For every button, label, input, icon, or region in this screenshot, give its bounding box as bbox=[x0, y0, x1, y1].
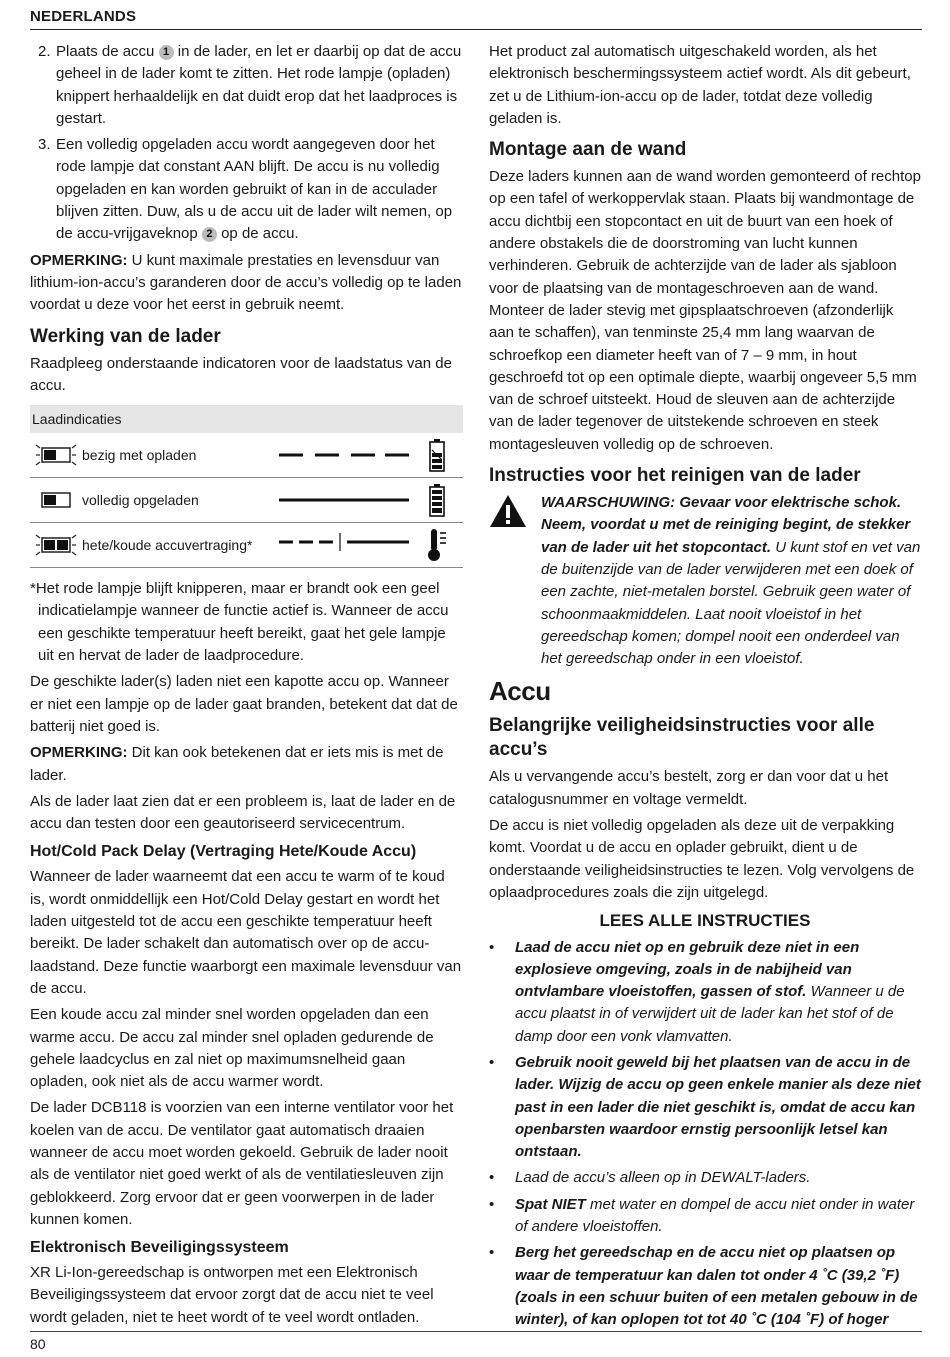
step-3 bbox=[30, 134, 463, 245]
step-2 bbox=[30, 41, 463, 130]
step-text: op de accu. bbox=[216, 225, 299, 243]
bullet-bold: Berg het gereedschap en de accu niet op plaatsen op waar de temperatuur kan dalen tot onder 4 ˚C (39,2 ˚F) (zoals in een schuur buiten of een metalen gebouw in de winter), of kan oplopen tot tot 40 ˚C (104 ˚F) of hoger bbox=[515, 1244, 918, 1329]
step-text: in de lader, en let er daarbij op dat de accu geheel in de lader komt te zitten. Het rode lampje (opladen) knippert herhaaldelijk en dat duidt erop dat het laadproces is gestart. bbox=[56, 43, 462, 127]
bullet-bold: Gebruik nooit geweld bij het plaatsen van de accu in de lader. Wijzig de accu op geen enkele manier als deze niet past in een lader die niet geschikt is, omdat de accu kan openbarsten waardoor ernstig persoonlijk letsel kan ontstaan. bbox=[515, 1053, 921, 1161]
paragraph: Raadpleeg onderstaande indicatoren voor de laadstatus van de accu. bbox=[30, 354, 452, 394]
callout-badge: 1 bbox=[159, 45, 174, 60]
section-heading-wand: Montage aan de wand bbox=[489, 139, 687, 161]
step-number: 3. bbox=[38, 136, 51, 154]
section-heading-veilig: Belangrijke veiligheidsinstructies voor alle accu’s bbox=[489, 715, 875, 761]
list-item bbox=[489, 1242, 921, 1331]
bullet-bold: Laad de accu niet op en gebruik deze niet in een explosieve omgeving, zoals in de nabijheid van ontvlambare vloeistoffen, gassen of stof. bbox=[515, 938, 860, 1001]
section-heading-werking: Werking van de lader bbox=[30, 325, 221, 347]
bullet-symbol: • bbox=[489, 1244, 495, 1262]
list-item bbox=[489, 1167, 921, 1189]
row-label: bezig met opladen bbox=[82, 447, 197, 463]
table-row bbox=[30, 478, 463, 523]
left-column bbox=[30, 41, 463, 1333]
step-text: Een volledig opgeladen accu wordt aangegeven door het rode lampje dat constant AAN blijft. De accu is nu volledig opgeladen en kan worden gebruikt of kan in de acculader blijven zitten. Duw, als u de accu uit de lader wilt nemen, op de accu-vrijgaveknop bbox=[56, 136, 453, 243]
charge-indicator-table bbox=[30, 405, 463, 568]
table-row bbox=[30, 433, 463, 478]
thermometer-icon bbox=[417, 528, 457, 562]
paragraph: De lader DCB118 is voorzien van een interne ventilator voor het koelen van de accu. De ventilator gaat automatisch draaien wanneer de accu moet worden gekoeld. Gebruik de lader nooit als de ventilator niet goed werkt of als de ventilatiesleuven zijn geblokkeerd. Zorg ervoor dat er geen voorwerpen in de lader kunnen komen. bbox=[30, 1099, 454, 1228]
warning-triangle-icon bbox=[489, 492, 541, 670]
bullet-symbol: • bbox=[489, 1195, 495, 1213]
paragraph: Deze laders kunnen aan de wand worden gemonteerd of rechtop op een tafel of werkoppervlak staan. Plaats bij wandmontage de accu dichtbij een stopcontact en uit de buurt van een hoek of andere obstakels die de doorstroming van lucht kunnen verhinderen. Gebruik de achterzijde van de lader als sjabloon voor de plaatsing van de montageschroeven aan de wand. Monteer de lader stevig met gipsplaatschroeven (afzonderlijk aan te schaffen), van tenminste 25,4 mm lang waarvan de schroefkop een diameter heeft van of 7 – 9 mm, in hout geschroefd tot op een optimale diepte, waarbij ongeveer 5,5 mm van de schroef uitsteekt. Houd de sleuven aan de achterzijde van de lader tegenover de uitstekende schroeven en steek montagesleuven volledig op de schroeven. bbox=[489, 168, 921, 453]
list-item bbox=[489, 1194, 921, 1239]
paragraph: De accu is niet volledig opgeladen als deze uit de verpakking komt. Voordat u de accu en oplader gebruikt, dient u de onderstaande veiligheidsinstructies te lezen. Volg vervolgens de oplaadprocedures zoals die zijn uitgelegd. bbox=[489, 817, 915, 901]
delay-pattern bbox=[277, 531, 417, 559]
row-label: volledig opgeladen bbox=[82, 492, 199, 508]
battery-charging-icon bbox=[417, 438, 457, 472]
paragraph: Wanneer de lader waarneemt dat een accu te warm of te koud is, wordt onmiddellijk een Hot/Cold Delay gestart en wordt het laden uitgesteld tot de accu een geschikte temperatuur heeft bereikt. De lader schakelt dan automatisch over op de accu-laadstand. Deze functie waarborgt een maximale levensduur van de accu. bbox=[30, 868, 462, 997]
paragraph: Een koude accu zal minder snel worden opgeladen dan een warme accu. De accu zal minder snel opladen gedurende de gehele laadcyclus en zal niet op maximumsnelheid gaan opladen, ook niet als de accu warmer wordt. bbox=[30, 1006, 434, 1091]
solid-pattern bbox=[277, 489, 417, 511]
paragraph: Als de lader laat zien dat er een probleem is, laat de lader en de accu dan testen door een geautoriseerd servicecentrum. bbox=[30, 792, 456, 833]
dashed-pattern bbox=[277, 444, 417, 466]
footnote: *Het rode lampje blijft knipperen, maar er brandt ook een geel indicatielampje wanneer de functie actief is. Wanneer de accu een geschikte temperatuur heeft bereikt, gaat het gele lampje uit en hervat de lader de laadprocedure. bbox=[30, 580, 449, 665]
step-text: Plaats de accu bbox=[56, 43, 159, 60]
table-row bbox=[30, 523, 463, 568]
read-all-heading: LEES ALLE INSTRUCTIES bbox=[599, 911, 811, 931]
language-header: NEDERLANDS bbox=[30, 8, 137, 25]
bullet-bold: Spat NIET bbox=[515, 1195, 586, 1213]
note-paragraph bbox=[30, 250, 463, 317]
warning-block bbox=[489, 492, 921, 670]
section-heading-reinigen: Instructies voor het reinigen van de lader bbox=[489, 465, 861, 487]
list-item bbox=[489, 937, 921, 1048]
callout-badge: 2 bbox=[202, 227, 217, 242]
note-text: U kunt maximale prestaties en levensduur van lithium-ion-accu’s garanderen door de accu’s volledig op te laden voordat u deze voor het eerst in gebruik neemt. bbox=[30, 251, 462, 314]
right-column bbox=[489, 41, 921, 1336]
list-item bbox=[489, 1052, 921, 1163]
paragraph: XR Li-Ion-gereedschap is ontworpen met een Elektronisch Beveiligingssysteem dat ervoor zorgt dat de accu niet te veel wordt geladen, niet te heet wordt of te veel wordt ontladen. bbox=[30, 1264, 434, 1326]
warning-bold: WAARSCHUWING: Gevaar voor elektrische schok. Neem, voordat u met de reiniging begint, de stekker van de lader uit het stopcontact. bbox=[541, 494, 911, 556]
bullet-symbol: • bbox=[489, 1169, 495, 1187]
paragraph: Als u vervangende accu’s bestelt, zorg er dan voor dat u het catalogusnummer en voltage vermeldt. bbox=[489, 768, 889, 808]
paragraph: De geschikte lader(s) laden niet een kapotte accu op. Wanneer er niet een lampje op de lader gaat branden, betekent dat dat de batterij niet goed is. bbox=[30, 673, 458, 735]
page-number: 80 bbox=[30, 1336, 46, 1352]
bullet-symbol: • bbox=[489, 1053, 495, 1071]
section-heading-elek: Elektronisch Beveiligingssysteem bbox=[30, 1239, 289, 1257]
note-text: Dit kan ook betekenen dat er iets mis is met de lader. bbox=[30, 744, 444, 784]
step-number: 2. bbox=[38, 43, 51, 60]
note-label: OPMERKING: bbox=[30, 744, 128, 762]
bullet-text: Laad de accu’s alleen op in DEWALT-laders. bbox=[515, 1169, 811, 1187]
section-heading-hotcold: Hot/Cold Pack Delay (Vertraging Hete/Koude Accu) bbox=[30, 843, 417, 861]
note-label: OPMERKING: bbox=[30, 251, 128, 269]
footer-rule bbox=[30, 1331, 922, 1332]
bullet-text: Wanneer u de accu plaatst in of verwijdert uit de lader kan het stof of de damp door een vonk vlamvatten. bbox=[515, 983, 905, 1045]
battery-full-icon bbox=[417, 483, 457, 517]
header-rule bbox=[30, 29, 922, 30]
row-label: hete/koude accuvertraging* bbox=[82, 537, 253, 553]
table-header: Laadindicaties bbox=[30, 405, 463, 433]
paragraph: Het product zal automatisch uitgeschakeld worden, als het elektronisch beschermingssysteem actief wordt. Als dit gebeurt, zet u de Lithium-ion-accu op de lader, totdat deze volledig geladen is. bbox=[489, 43, 911, 127]
charger-led-icon bbox=[30, 487, 82, 513]
charger-led-icon bbox=[30, 532, 82, 558]
charger-led-icon bbox=[30, 442, 82, 468]
warning-text: U kunt stof en vet van de buitenzijde van de lader verwijderen met een doek of een zachte, niet-metalen borstel. Gebruik geen water of schoonmaakmiddelen. Laat nooit vloeistof in het gereedschap komen; dompel nooit een onderdeel van het gereedschap onder in een vloeistof. bbox=[541, 538, 921, 668]
note-paragraph bbox=[30, 742, 463, 787]
bullet-symbol: • bbox=[489, 938, 495, 956]
section-heading-accu: Accu bbox=[489, 676, 551, 707]
bullet-text: met water en dompel de accu niet onder in water of andere vloeistoffen. bbox=[515, 1195, 915, 1236]
